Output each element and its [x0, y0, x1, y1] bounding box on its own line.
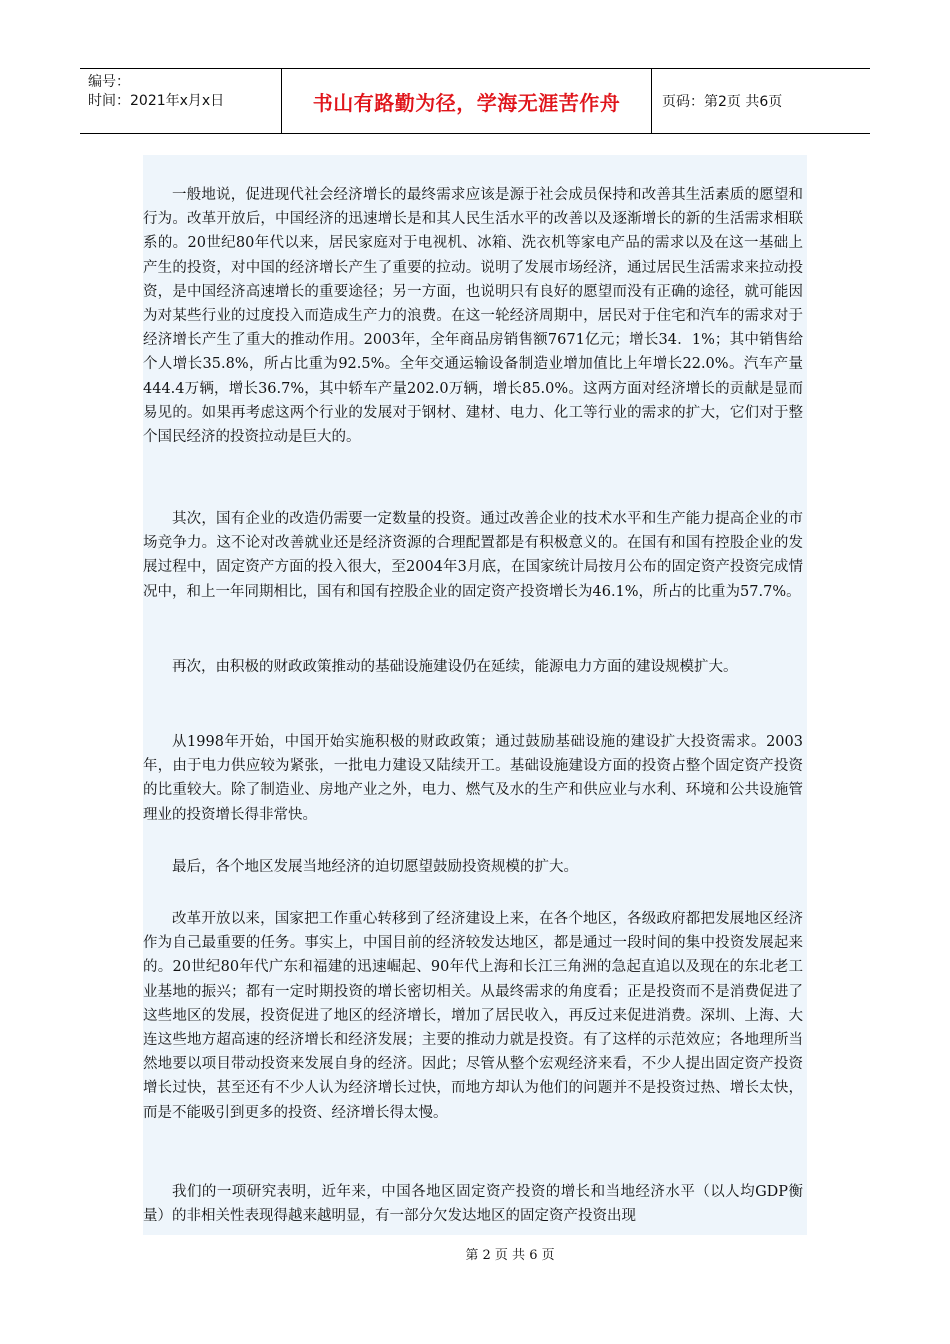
- paragraph-1: 一般地说，促进现代社会经济增长的最终需求应该是源于社会成员保持和改善其生活素质的愿望和行为。改革开放后，中国经济的迅速增长是和其人民生活水平的改善以及逐渐增长的新的生活需求相联系的。20世纪80年代以来，居民家庭对于电视机、冰箱、洗衣机等家电产品的需求以及在这一基础上产生的投资，对中国的经济增长产生了重要的拉动。说明了发展市场经济，通过居民生活需求来拉动投资，是中国经济高速增长的重要途径；另一方面，也说明只有良好的愿望而没有正确的途径，就可能因为对某些行业的过度投入而造成生产力的浪费。在这一轮经济周期中，居民对于住宅和汽车的需求对于经济增长产生了重大的推动作用。2003年，全年商品房销售额7671亿元；增长34．1%；其中销售给个人增长35.8%，所占比重为92.5%。全年交通运输设备制造业增加值比上年增长22.0%。汽车产量444.4万辆，增长36.7%，其中轿车产量202.0万辆，增长85.0%。这两方面对经济增长的贡献是显而易见的。如果再考虑这两个行业的发展对于钢材、建材、电力、化工等行业的需求的扩大，它们对于整个国民经济的投资拉动是巨大的。: [143, 187, 803, 446]
- page-footer: 第 2 页 共 6 页: [465, 1248, 555, 1263]
- document-time-label: 时间：2021年x月x日: [88, 93, 225, 109]
- document-header: [80, 68, 870, 134]
- header-meta: [80, 69, 282, 133]
- paragraph-3: 再次，由积极的财政政策推动的基础设施建设仍在延续，能源电力方面的建设规模扩大。: [172, 659, 738, 675]
- paragraph-5: 最后，各个地区发展当地经济的迫切愿望鼓励投资规模的扩大。: [172, 859, 578, 875]
- header-page-info: 页码：第2页 共6页: [662, 94, 783, 110]
- document-number-label: 编号：: [88, 74, 130, 90]
- paragraph-6: 改革开放以来，国家把工作重心转移到了经济建设上来，在各个地区，各级政府都把发展地区经济作为自己最重要的任务。事实上，中国目前的经济较发达地区，都是通过一段时间的集中投资发展起来的。20世纪80年代广东和福建的迅速崛起、90年代上海和长江三角洲的急起直追以及现在的东北老工业基地的振兴；都有一定时期投资的增长密切相关。从最终需求的角度看；正是投资而不是消费促进了这些地区的发展，投资促进了地区的经济增长，增加了居民收入，再反过来促进消费。深圳、上海、大连这些地方超高速的经济增长和经济发展；主要的推动力就是投资。有了这样的示范效应；各地理所当然地要以项目带动投资来发展自身的经济。因此；尽管从整个宏观经济来看，不少人提出固定资产投资增长过快，甚至还有不少人认为经济增长过快，而地方却认为他们的问题并不是投资过热、增长太快，而是不能吸引到更多的投资、经济增长得太慢。: [143, 911, 803, 1121]
- document-body: [143, 155, 807, 1235]
- paragraph-2: 其次，国有企业的改造仍需要一定数量的投资。通过改善企业的技术水平和生产能力提高企业的市场竞争力。这不论对改善就业还是经济资源的合理配置都是有积极意义的。在国有和国有控股企业的发展过程中，固定资产方面的投入很大，至2004年3月底，在国家统计局按月公布的固定资产投资完成情况中，和上一年同期相比，国有和国有控股企业的固定资产投资增长为46.1%，所占的比重为57.7%。: [143, 511, 803, 600]
- paragraph-7: 我们的一项研究表明，近年来，中国各地区固定资产投资的增长和当地经济水平（以人均GDP衡量）的非相关性表现得越来越明显，有一部分欠发达地区的固定资产投资出现: [143, 1184, 803, 1225]
- paragraph-4: 从1998年开始，中国开始实施积极的财政政策；通过鼓励基础设施的建设扩大投资需求。2003年，由于电力供应较为紧张，一批电力建设又陆续开工。基础设施建设方面的投资占整个固定资产投资的比重较大。除了制造业、房地产业之外，电力、燃气及水的生产和供应业与水利、环境和公共设施管理业的投资增长得非常快。: [143, 734, 803, 823]
- header-motto: 书山有路勤为径，学海无涯苦作舟: [282, 69, 652, 133]
